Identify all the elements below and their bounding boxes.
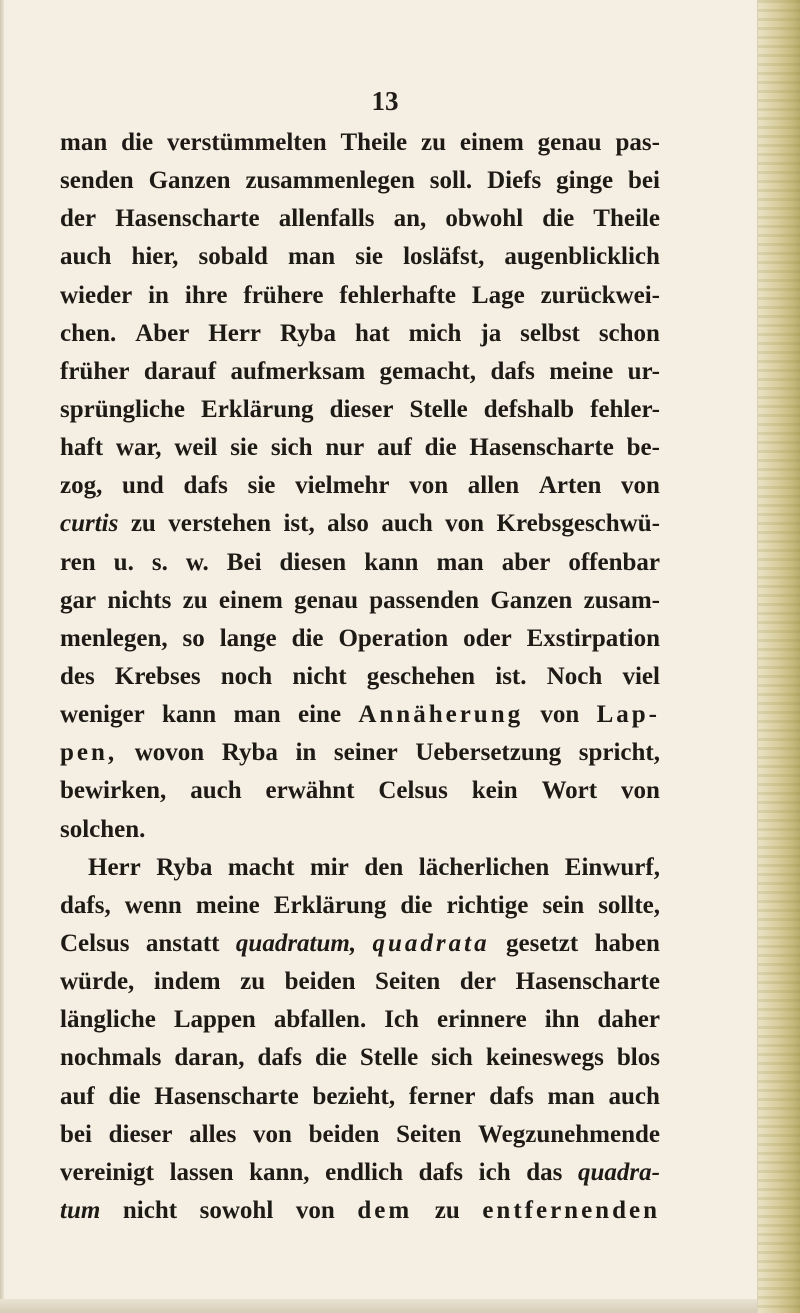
word: frühere: [243, 281, 324, 309]
word: Ganzen: [148, 167, 231, 195]
text-line: [60, 658, 660, 696]
text-line: [60, 620, 660, 658]
word: Lage: [471, 281, 525, 309]
word: die: [542, 205, 575, 233]
word: Lappen: [173, 1006, 256, 1034]
text-line: [60, 811, 660, 849]
word: blos: [616, 1044, 660, 1072]
text-line: [60, 734, 660, 772]
word: wenn: [124, 891, 182, 919]
word: Ryba: [221, 739, 278, 767]
word: schon: [598, 319, 660, 347]
text-line: [60, 391, 660, 429]
word: und: [122, 472, 164, 500]
word: auch: [60, 243, 112, 271]
word: auch: [381, 510, 433, 538]
word: zu: [182, 586, 208, 614]
word: ur-: [627, 357, 660, 385]
word: sollte,: [598, 891, 660, 919]
word: auch: [190, 777, 242, 805]
word: nicht: [122, 1196, 178, 1224]
word: die: [121, 129, 154, 156]
text-line: [60, 200, 660, 238]
word: dieser: [108, 1120, 173, 1148]
word: daran,: [174, 1044, 245, 1072]
word: u.: [113, 548, 134, 576]
word: so: [182, 624, 205, 652]
word: von: [253, 1120, 292, 1148]
word: eine: [298, 701, 342, 729]
word: ferner: [408, 1082, 476, 1110]
word: ja: [480, 319, 502, 347]
word: auf: [377, 434, 412, 462]
word: Hasenscharte: [115, 205, 260, 233]
word: einem: [459, 129, 524, 156]
word: der: [459, 968, 496, 996]
word: haben: [594, 929, 660, 957]
word: Exstirpation: [526, 624, 660, 652]
word: Krebsgeschwü-: [496, 510, 660, 538]
word: Ganzen: [490, 586, 573, 614]
word: Stelle: [359, 1044, 419, 1072]
word: Stelle: [409, 395, 468, 423]
word: indem: [153, 968, 221, 996]
word: Celsus: [60, 929, 130, 957]
word: macht: [227, 853, 295, 881]
word: kann: [364, 548, 419, 576]
word: der: [60, 205, 97, 233]
word: quadratum,: [235, 929, 357, 957]
word: darauf: [143, 357, 217, 385]
word: solchen.: [60, 815, 146, 843]
word: bezieht,: [312, 1082, 396, 1110]
word: einem: [218, 586, 283, 614]
word: passenden: [369, 586, 480, 614]
word: sein: [542, 891, 585, 919]
word: die: [108, 1082, 141, 1110]
word: aber: [501, 548, 551, 576]
word: ren: [60, 548, 96, 576]
word: früher: [60, 357, 130, 385]
text-line: [60, 429, 660, 467]
word: in: [295, 739, 317, 767]
word: haft: [60, 434, 104, 462]
text-line: [60, 238, 660, 276]
word: dem: [357, 1196, 413, 1224]
word: w.: [185, 548, 209, 576]
binding-edge-strip: [757, 0, 800, 1313]
word: man: [60, 129, 108, 156]
word: Wegzunehmende: [478, 1120, 660, 1148]
word: beiden: [308, 1120, 380, 1148]
word: also: [327, 510, 369, 538]
word: Annäherung: [358, 701, 524, 729]
word: an,: [393, 205, 427, 233]
word: von: [295, 1196, 335, 1224]
word: gemacht,: [379, 357, 477, 385]
word: nicht: [292, 662, 347, 690]
word: diesen: [279, 548, 347, 576]
text-line: [60, 315, 660, 353]
word: beiden: [284, 968, 356, 996]
word: Hasenscharte: [515, 968, 660, 996]
word: alles: [189, 1120, 237, 1148]
word: obwohl: [445, 205, 524, 233]
word: man: [287, 243, 336, 271]
word: sowohl: [199, 1196, 274, 1224]
word: ich: [478, 1158, 511, 1186]
word: würde,: [60, 968, 135, 996]
word: dafs: [489, 1082, 534, 1110]
word: hat: [354, 319, 390, 347]
word: allenfalls: [278, 205, 375, 233]
word: ihre: [184, 281, 228, 309]
word: hier,: [131, 243, 179, 271]
word: gesetzt: [506, 929, 579, 957]
word: abfallen.: [273, 1006, 367, 1034]
text-line: [60, 1078, 660, 1116]
word: spricht,: [578, 739, 660, 767]
word: den: [364, 853, 404, 881]
word: Herr: [88, 853, 141, 881]
word: curtis: [60, 510, 119, 538]
page-left-edge: [0, 0, 4, 1313]
text-line: [60, 925, 660, 963]
text-line: [60, 1001, 660, 1039]
word: von: [409, 472, 449, 500]
word: dafs: [490, 357, 535, 385]
word: das: [526, 1158, 563, 1186]
text-line: [60, 849, 660, 887]
text-line: [60, 1116, 660, 1154]
word: vielmehr: [295, 472, 390, 500]
text-line: [60, 887, 660, 925]
word: zu: [130, 510, 156, 538]
word: ihn: [544, 1006, 580, 1034]
word: zusammenlegen: [245, 167, 415, 195]
word: menlegen,: [60, 624, 168, 652]
word: Ryba: [156, 853, 213, 881]
word: genau: [294, 586, 358, 614]
text-line: [60, 772, 660, 810]
word: chen.: [60, 319, 117, 347]
word: endlich: [325, 1158, 403, 1186]
word: Arten: [538, 472, 602, 500]
word: sich: [270, 434, 313, 462]
word: zu: [421, 129, 447, 156]
word: die: [424, 434, 457, 462]
word: sobald: [198, 243, 268, 271]
word: des: [60, 662, 95, 690]
word: erinnere: [436, 1006, 527, 1034]
word: meine: [549, 357, 614, 385]
word: Bei: [226, 548, 262, 576]
word: gar: [60, 586, 97, 614]
word: weil: [174, 434, 218, 462]
word: die: [291, 624, 324, 652]
word: oder: [463, 624, 512, 652]
word: in: [148, 281, 169, 309]
text-line: [60, 582, 660, 620]
word: man: [233, 701, 281, 729]
word: pas-: [615, 129, 660, 156]
word: sprüngliche: [60, 395, 186, 423]
word: bewirken,: [60, 777, 167, 805]
word: zu: [240, 968, 266, 996]
word: Celsus: [378, 777, 448, 805]
word: Aber: [135, 319, 190, 347]
word: auf: [60, 1082, 95, 1110]
word: lächerlichen: [418, 853, 550, 881]
word: meine: [195, 891, 260, 919]
word: Erklärung: [273, 891, 387, 919]
word: Erklärung: [201, 395, 314, 423]
word: tum: [60, 1196, 101, 1224]
word: zurückwei-: [540, 281, 660, 309]
text-line: [60, 124, 660, 162]
word: Operation: [338, 624, 449, 652]
body-text: [60, 124, 660, 1230]
word: sich: [431, 1044, 473, 1072]
word: Ich: [384, 1006, 419, 1034]
word: Noch: [546, 662, 603, 690]
word: dafs: [183, 472, 228, 500]
word: Seiten: [375, 968, 441, 996]
word: fehlerhafte: [339, 281, 456, 309]
word: bei: [628, 167, 660, 195]
word: sie: [355, 243, 384, 271]
word: mich: [408, 319, 462, 347]
word: zog,: [60, 472, 103, 500]
word: mir: [309, 853, 349, 881]
word: kann: [161, 701, 217, 729]
word: soll.: [429, 167, 473, 195]
word: Ryba: [279, 319, 337, 347]
word: die: [400, 891, 433, 919]
word: man: [436, 548, 484, 576]
word: sie: [230, 434, 258, 462]
word: lange: [219, 624, 277, 652]
word: offenbar: [568, 548, 660, 576]
page-bottom-edge: [0, 1299, 760, 1313]
word: verstehen: [168, 510, 272, 538]
word: war,: [115, 434, 162, 462]
word: viel: [622, 662, 660, 690]
word: erwähnt: [265, 777, 355, 805]
word: Herr: [208, 319, 262, 347]
word: augenblicklich: [504, 243, 660, 271]
word: s.: [151, 548, 168, 576]
word: weniger: [60, 701, 145, 729]
text-line: [60, 505, 660, 543]
word: Wort: [541, 777, 598, 805]
word: noch: [220, 662, 273, 690]
word: zusam-: [583, 586, 660, 614]
word: sie: [247, 472, 276, 500]
word: allen: [467, 472, 520, 500]
text-line: [60, 353, 660, 391]
text-line: [60, 467, 660, 505]
word: längliche: [60, 1006, 156, 1034]
word: wovon: [134, 739, 205, 767]
word: senden: [60, 167, 134, 195]
word: ginge: [556, 167, 614, 195]
word: seiner: [333, 739, 398, 767]
word: nochmals: [60, 1044, 162, 1072]
word: selbst: [520, 319, 580, 347]
word: dieser: [329, 395, 394, 423]
word: kann,: [249, 1158, 310, 1186]
word: richtige: [446, 891, 529, 919]
text-line: [60, 162, 660, 200]
word: geschehen: [366, 662, 476, 690]
text-line: [60, 1154, 660, 1192]
word: aufmerksam: [230, 357, 366, 385]
word: Lap-: [596, 701, 660, 729]
word: daher: [597, 1006, 660, 1034]
text-line: [60, 696, 660, 734]
word: zu: [434, 1196, 460, 1224]
word: man: [547, 1082, 595, 1110]
word: losläfst,: [403, 243, 485, 271]
word: be-: [626, 434, 660, 462]
word: bei: [60, 1120, 92, 1148]
word: Diefs: [487, 167, 542, 195]
word: von: [621, 472, 660, 500]
word: von: [621, 777, 660, 805]
word: dafs,: [60, 891, 111, 919]
word: Seiten: [396, 1120, 462, 1148]
word: pen,: [60, 739, 118, 767]
word: defshalb: [483, 395, 575, 423]
page-number: 13: [371, 86, 399, 116]
word: wieder: [60, 281, 133, 309]
word: verstümmelten: [166, 129, 327, 156]
word: ist.: [495, 662, 527, 690]
word: Hasenscharte: [154, 1082, 299, 1110]
word: Hasenscharte: [469, 434, 614, 462]
word: Krebses: [114, 662, 201, 690]
word: dafs: [418, 1158, 464, 1186]
word: nur: [325, 434, 365, 462]
word: quadrata: [372, 929, 490, 957]
word: lassen: [169, 1158, 234, 1186]
word: die: [314, 1044, 347, 1072]
word: fehler-: [590, 395, 660, 423]
word: Theile: [593, 205, 660, 233]
word: Uebersetzung: [415, 739, 562, 767]
text-line: [60, 1192, 660, 1230]
text-line: [60, 544, 660, 582]
word: von: [445, 510, 485, 538]
word: quadra-: [577, 1158, 660, 1186]
word: von: [540, 701, 580, 729]
word: dafs: [257, 1044, 302, 1072]
word: keineswegs: [485, 1044, 604, 1072]
word: kein: [471, 777, 518, 805]
text-line: [60, 963, 660, 1001]
word: auch: [608, 1082, 660, 1110]
text-line: [60, 1039, 660, 1077]
word: nichts: [107, 586, 172, 614]
word: Einwurf,: [564, 853, 660, 881]
text-line: [60, 277, 660, 315]
word: vereinigt: [60, 1158, 154, 1186]
word: ist,: [283, 510, 315, 538]
word: genau: [537, 129, 602, 156]
word: Theile: [340, 129, 408, 156]
word: anstatt: [145, 929, 220, 957]
word: entfernenden: [482, 1196, 660, 1224]
